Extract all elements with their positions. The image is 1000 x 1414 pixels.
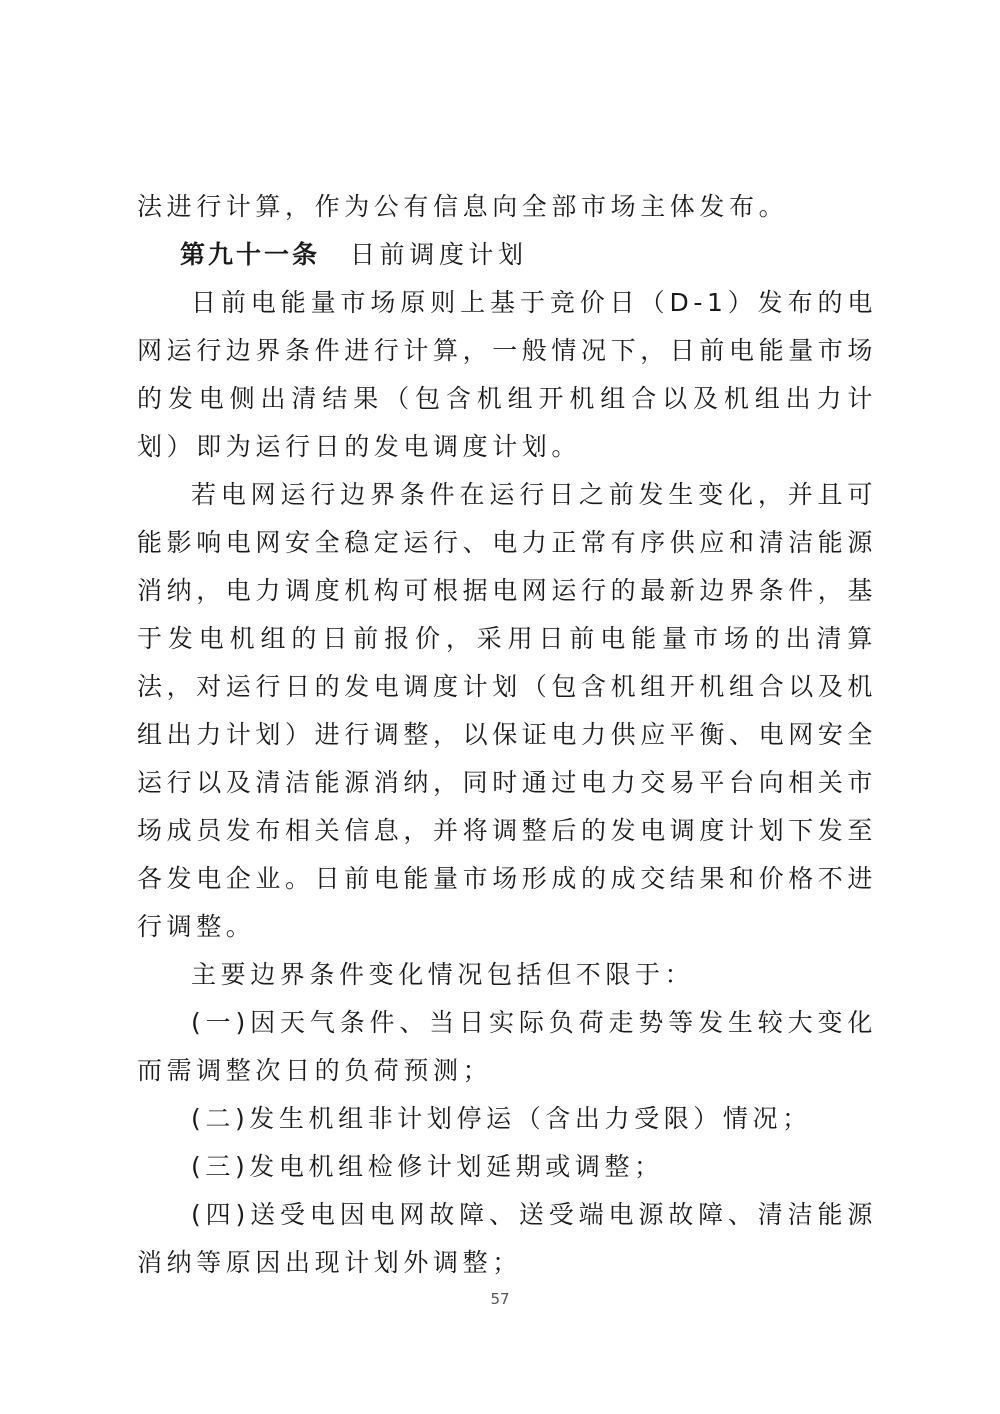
article-heading xyxy=(137,231,877,279)
article-number: 第九十一条 xyxy=(180,240,321,269)
paragraph: 主要边界条件变化情况包括但不限于： xyxy=(191,960,695,989)
list-item: (三)发电机组检修计划延期或调整； xyxy=(191,1152,664,1181)
continuation-paragraph: 法进行计算，作为公有信息向全部市场主体发布。 xyxy=(137,192,789,221)
list-item: (一)因天气条件、当日实际负荷走势等发生较大变化而需调整次日的负荷预测； xyxy=(137,1008,877,1085)
paragraph: 日前电能量市场原则上基于竞价日（D-1）发布的电网运行边界条件进行计算，一般情况下，日前电能量市场的发电侧出清结果（包含机组开机组合以及机组出力计划）即为运行日的发电调度计划。 xyxy=(137,288,878,461)
list-item: (二)发生机组非计划停运（含出力受限）情况； xyxy=(191,1104,812,1133)
page-number: 57 xyxy=(490,1290,510,1308)
article-title: 日前调度计划 xyxy=(350,240,528,269)
document-body xyxy=(137,183,877,1287)
paragraph: 若电网运行边界条件在运行日之前发生变化，并且可能影响电网安全稳定运行、电力正常有序供应和清洁能源消纳，电力调度机构可根据电网运行的最新边界条件，基于发电机组的日前报价，采用日前电能量市场的出清算法，对运行日的发电调度计划（包含机组开机组合以及机组出力计划）进行调整，以保证电力供应平衡、电网安全运行以及清洁能源消纳，同时通过电力交易平台向相关市场成员发布相关信息，并将调整后的发电调度计划下发至各发电企业。日前电能量市场形成的成交结果和价格不进行调整。 xyxy=(137,480,878,941)
list-item: (四)送受电因电网故障、送受端电源故障、清洁能源消纳等原因出现计划外调整； xyxy=(137,1200,877,1277)
